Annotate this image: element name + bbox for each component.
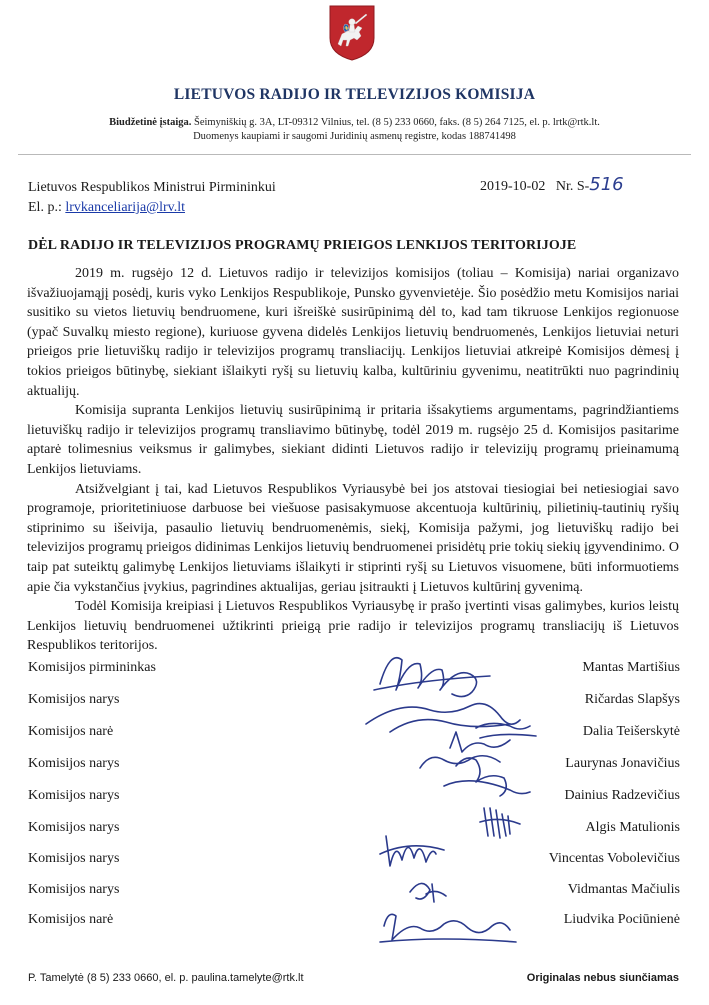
body-paragraph: Todėl Komisija kreipiasi į Lietuvos Respublikos Vyriausybę ir prašo įvertinti visas galimybes, kurios leistų Lenkijos lietuvių bendruomenei užtikrinti prieigą prie radijo ir televizijos programų transliacijų iš Lietuvos Respublikos teritorijos. xyxy=(27,599,679,654)
signatory-name: Ričardas Slapšys xyxy=(584,692,680,707)
signature-martisius xyxy=(374,658,490,697)
header-divider xyxy=(18,154,691,155)
signature-slapsys xyxy=(366,704,520,732)
letter-subject: DĖL RADIJO IR TELEVIZIJOS PROGRAMŲ PRIEIGOS LENKIJOS TERITORIJOJE xyxy=(28,238,577,253)
document-number-handwritten: 516 xyxy=(589,174,624,195)
recipient-email-link[interactable]: lrvkanceliarija@lrv.lt xyxy=(65,200,185,215)
document-number-prefix: Nr. S- xyxy=(555,179,590,194)
signatory-name: Mantas Martišius xyxy=(582,660,680,675)
body-paragraph: Atsižvelgiant į tai, kad Lietuvos Respublikos Vyriausybė bei jos atstovai tiesiogiai bei netiesiogiai savo programoje, prioritetiniuose darbuose bei viešuose pasisakymuose akcentuoja kultūrinių, pilietinių-tautinių ryšių stiprinimo su išeivija, pasaulio lietuvių bendruomenėmis, siekį, Komisija pažymi, jog lietuviškų radijo bei televizijos programų prieigos didinimas Lenkijos lietuvių bendruomenei prisidėtų prie tokių siekių įgyvendinimo. O taip pat suteiktų galimybę Lenkijos lietuviams išlaikyti ir stiprinti ryšį su Lietuvos visuomene, būti informuotiems apie čia vykstančius įvykius, pagrindines aktualijas, geriau įsitraukti į Lietuvos kultūrinį gyvenimą. xyxy=(27,481,679,595)
signature-teiserskyte xyxy=(476,723,536,738)
signature-matulionis xyxy=(480,808,520,838)
signatory-row xyxy=(28,882,680,902)
organization-address: Šeimyniškių g. 3A, LT-09312 Vilnius, tel. (8 5) 233 0660, faks. (8 5) 264 7125, el. p. lrtk@rtk.lt. xyxy=(191,117,600,128)
signatory-role: Komisijos narė xyxy=(28,724,114,739)
signature-pociuniene xyxy=(380,914,516,942)
signatory-name: Vincentas Vobolevičius xyxy=(548,851,680,866)
signatory-name: Algis Matulionis xyxy=(585,820,680,835)
signatory-role: Komisijos narys xyxy=(28,756,120,771)
signatory-role: Komisijos narys xyxy=(28,788,120,803)
signatory-role: Komisijos narys xyxy=(28,820,120,835)
contact-person-footer: P. Tamelytė (8 5) 233 0660, el. p. paulina.tamelyte@rtk.lt xyxy=(28,972,304,984)
signatory-name: Dainius Radzevičius xyxy=(564,788,680,803)
signatory-row xyxy=(28,851,680,871)
body-paragraph: 2019 m. rugsėjo 12 d. Lietuvos radijo ir televizijos komisijos (toliau – Komisija) nariai organizavo išvažiuojamąjį posėdį, kuris vyko Lenkijos Respublikoje, Punsko gyvenvietėje. Šio posėdžio metu Komisijos nariai susitiko su vietos lietuvių bendruomene, kuri išreiškė susirūpinimą dėl to, kad tam tikruose Lenkijos regionuose (ypač Suvalkų miesto regione), kuriuose gyvena didelės Lenkijos lietuvių bendruomenės, Lenkijos lietuviai neturi prieigos prie lietuviškų radijo ir televizijos programų transliacijų. Lenkijos lietuviai atkreipė Komisijos dėmesį į tokios prieigos būtinybę, siekiant išlaikyti ryšį su lietuvių kalba, kultūriniu gyvenimu, neatitrūkti nuo pagrindinių aktualijų. xyxy=(27,266,679,399)
body-paragraph: Komisija supranta Lenkijos lietuvių susirūpinimą ir pritaria išsakytiems argumentams, pagrindžiantiems lietuviškų radijo ir televizijos programų transliavimo būtinybę, todėl 2019 m. rugsėjo 25 d. Komisijos pasitarime aptarė tolimesnius veiksmus ir galimybes, siekiant didinti Lietuvos radijo ir televizijų programų prieinamumą Lenkijos lietuviams. xyxy=(27,403,679,477)
letter-body xyxy=(27,264,679,656)
signatory-role: Komisijos narys xyxy=(28,882,120,897)
handwritten-signatures xyxy=(360,640,540,955)
signatory-row xyxy=(28,692,680,712)
signatory-name: Laurynas Jonavičius xyxy=(565,756,680,771)
signatory-row xyxy=(28,660,680,680)
signature-vobolevicius xyxy=(380,836,444,866)
signatory-role: Komisijos narys xyxy=(28,851,120,866)
organization-type: Biudžetinė įstaiga. xyxy=(109,117,192,128)
organization-title: LIETUVOS RADIJO IR TELEVIZIJOS KOMISIJA xyxy=(173,86,536,103)
signatory-role: Komisijos narys xyxy=(28,692,120,707)
signatory-row xyxy=(28,788,680,808)
signature-jonavicius xyxy=(420,732,510,768)
signatory-name: Liudvika Pociūnienė xyxy=(563,912,680,927)
signatory-row xyxy=(28,756,680,776)
recipient-email-line xyxy=(28,198,276,218)
organization-contacts xyxy=(0,117,709,128)
email-label: El. p.: xyxy=(28,200,66,215)
document-date: 2019-10-02 xyxy=(480,179,546,194)
organization-registry: Duomenys kaupiami ir saugomi Juridinių asmenų registre, kodas 188741498 xyxy=(193,131,516,142)
signatory-row xyxy=(28,820,680,840)
signature-maciulis xyxy=(410,883,446,902)
lithuanian-coat-of-arms-icon xyxy=(328,4,376,62)
recipient: Lietuvos Respublikos Ministrui Pirmininkui xyxy=(28,180,276,195)
signatory-name: Dalia Teišerskytė xyxy=(582,724,680,739)
signatory-row xyxy=(28,912,680,932)
addressee-block xyxy=(28,178,276,218)
signatory-role: Komisijos pirmininkas xyxy=(28,660,156,675)
document-reference xyxy=(480,174,624,195)
original-not-sent-note: Originalas nebus siunčiamas xyxy=(526,972,679,984)
signatory-row xyxy=(28,724,680,744)
signatory-role: Komisijos narė xyxy=(28,912,114,927)
signatory-name: Vidmantas Mačiulis xyxy=(567,882,680,897)
